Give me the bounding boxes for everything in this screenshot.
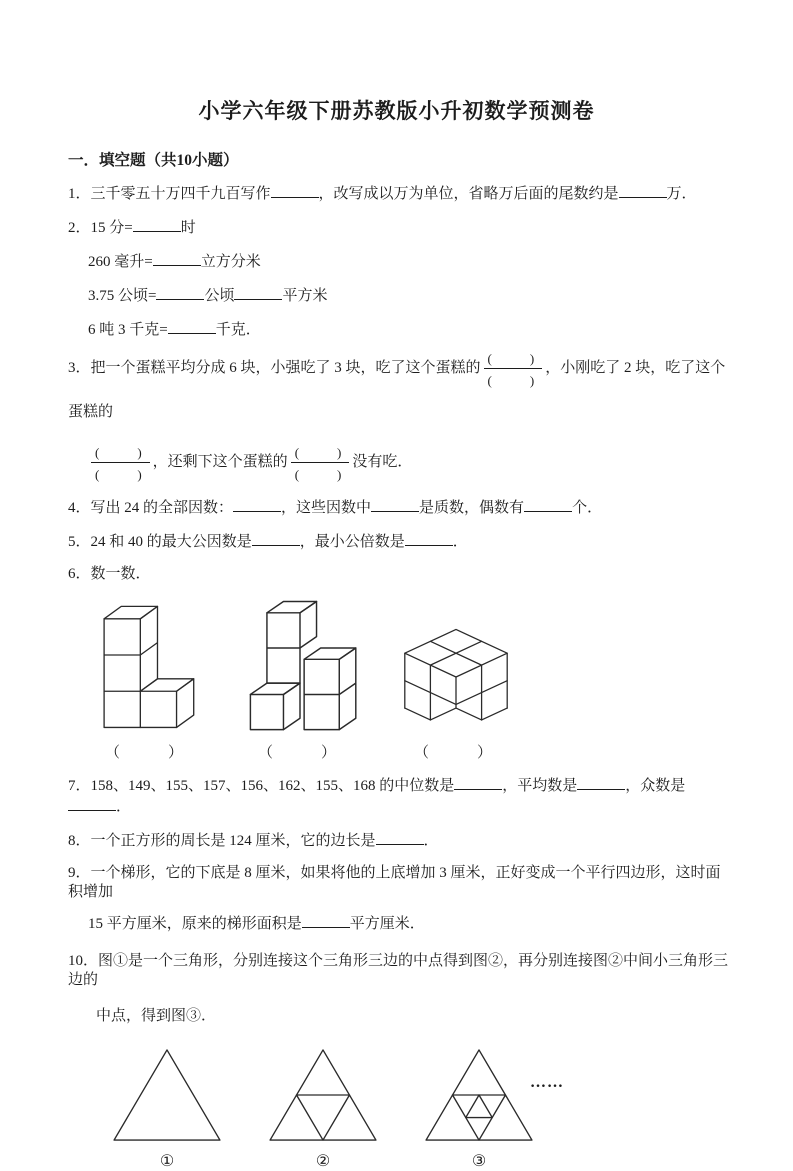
question-10-line-2 <box>96 1007 733 1026</box>
blank <box>133 217 181 232</box>
question-6-text: 数一数． <box>90 566 151 582</box>
question-3-text-a: 把一个蛋糕平均分成 6 块，小强吃了 3 块，吃了这个蛋糕的 <box>90 360 481 376</box>
question-7-text-a: 158、149、155、157、156、162、155、168 的中位数是 <box>90 778 455 794</box>
question-1-text-c: 万． <box>666 186 697 202</box>
cube-figure-3 <box>392 617 520 762</box>
question-3-text-c: ，还剩下这个蛋糕的 <box>152 454 288 470</box>
question-4-text-d: 个． <box>572 500 603 516</box>
blank <box>156 285 204 300</box>
triangle-figure-3 <box>420 1046 564 1171</box>
question-2-unit: 立方分米 <box>200 254 261 270</box>
question-4-text-a: 写出 24 的全部因数： <box>90 500 234 516</box>
question-1-text-a: 三千零五十万四千九百写作 <box>90 186 271 202</box>
question-2-unit: 千克． <box>215 322 261 338</box>
question-8-text-b: ． <box>423 833 439 849</box>
cube-figure-1-drawing <box>86 594 208 737</box>
cube-figure-2-answer-parens: （ ） <box>257 745 342 761</box>
blank <box>153 251 201 266</box>
blank <box>233 497 281 512</box>
fraction-blank <box>91 442 150 483</box>
fraction-blank <box>291 442 350 483</box>
question-7-text-d: ． <box>116 799 132 815</box>
fraction-denominator: ( ) <box>487 373 539 389</box>
cube-figure-1-answer-parens: （ ） <box>104 745 189 761</box>
question-4 <box>68 497 733 518</box>
question-3-text-d: 没有吃． <box>352 454 413 470</box>
question-2-text: 6 吨 3 千克= <box>88 322 168 338</box>
question-8-text-a: 一个正方形的周长是 124 厘米，它的边长是 <box>90 833 376 849</box>
question-10-line-1 <box>68 952 733 990</box>
question-9-text-a: 一个梯形，它的下底是 8 厘米，如果将他的上底增加 3 厘米，正好变成一个平行四边形，这时面积增加 <box>68 865 721 900</box>
triangle-figure-3-drawing <box>420 1046 538 1144</box>
triangle-figure-2-label: ② <box>315 1153 331 1170</box>
question-4-text-b: ，这些因数中 <box>281 500 372 516</box>
continuation-dots: …… <box>530 1074 564 1091</box>
question-2-text: 260 毫升= <box>88 254 153 270</box>
triangle-figure-1 <box>108 1046 226 1171</box>
blank <box>405 531 453 546</box>
question-7-text-c: ，众数是 <box>625 778 686 794</box>
question-2-line-1 <box>68 217 733 238</box>
question-6-number: 6． <box>68 566 91 582</box>
fraction-denominator: ( ) <box>294 467 346 483</box>
triangle-figure-3-label: ③ <box>471 1153 487 1170</box>
cube-figure-3-drawing <box>392 617 520 737</box>
question-3-number: 3． <box>68 360 91 376</box>
question-8 <box>68 830 733 851</box>
question-3-text-b: ，小刚吃了 2 块，吃了这个蛋糕的 <box>68 360 726 420</box>
question-9-number: 9． <box>68 865 91 881</box>
blank <box>302 913 350 928</box>
question-9-line-1 <box>68 864 733 902</box>
question-2-number: 2． <box>68 220 91 236</box>
question-10-text-b: 中点，得到图③． <box>96 1008 217 1024</box>
question-2-unit: 平方米 <box>282 288 328 304</box>
question-1-number: 1． <box>68 186 91 202</box>
cube-figures-row <box>86 592 793 762</box>
question-5-text-a: 24 和 40 的最大公因数是 <box>90 534 252 550</box>
question-5-text-c: ． <box>452 534 468 550</box>
question-8-number: 8． <box>68 833 91 849</box>
question-2-line-2 <box>88 251 733 272</box>
question-7-text-b: ，平均数是 <box>502 778 578 794</box>
question-2-unit: 公顷 <box>204 288 235 304</box>
blank <box>376 830 424 845</box>
question-2-unit: 时 <box>180 220 196 236</box>
cube-figure-2 <box>238 592 362 762</box>
question-2-line-4 <box>88 319 733 340</box>
question-5-number: 5． <box>68 534 91 550</box>
fraction-blank <box>484 348 543 389</box>
question-4-number: 4． <box>68 500 91 516</box>
triangle-figures-row <box>108 1046 793 1171</box>
question-5-text-b: ，最小公倍数是 <box>299 534 405 550</box>
triangle-figure-2 <box>264 1046 382 1171</box>
question-4-text-c: 是质数，偶数有 <box>419 500 525 516</box>
blank <box>619 183 667 198</box>
fraction-denominator: ( ) <box>95 467 146 483</box>
cube-figure-3-answer-parens: （ ） <box>413 745 498 761</box>
question-7-number: 7． <box>68 778 91 794</box>
question-3-line-2 <box>88 440 733 484</box>
fraction-numerator: ( ) <box>91 442 150 463</box>
question-1 <box>68 183 733 204</box>
fraction-numerator: ( ) <box>291 442 350 463</box>
blank <box>454 775 502 790</box>
question-2-text: 3.75 公顷= <box>88 288 157 304</box>
question-1-text-b: ，改写成以万为单位，省略万后面的尾数约是 <box>318 186 619 202</box>
cube-figure-1 <box>86 594 208 762</box>
question-6 <box>68 565 733 584</box>
blank <box>371 497 419 512</box>
question-7 <box>68 775 733 817</box>
cube-figure-2-drawing <box>238 592 362 737</box>
blank <box>68 796 116 811</box>
blank <box>234 285 282 300</box>
blank <box>577 775 625 790</box>
triangle-figure-1-drawing <box>108 1046 226 1144</box>
question-5 <box>68 531 733 552</box>
question-9-line-2 <box>88 913 733 934</box>
question-2-text: 15 分= <box>90 220 133 236</box>
blank <box>252 531 300 546</box>
fraction-numerator: ( ) <box>484 348 543 369</box>
blank <box>524 497 572 512</box>
question-9-text-b: 15 平方厘米，原来的梯形面积是 <box>88 916 302 932</box>
blank <box>271 183 319 198</box>
section-heading: 一．填空题（共10小题） <box>68 152 239 169</box>
triangle-figure-2-drawing <box>264 1046 382 1144</box>
blank <box>168 319 216 334</box>
question-3-line-1 <box>68 346 733 434</box>
question-10-text-a: 图①是一个三角形，分别连接这个三角形三边的中点得到图②，再分别连接图②中间小三角形三边的 <box>68 953 729 988</box>
triangle-figure-1-label: ① <box>159 1153 175 1170</box>
question-9-text-c: 平方厘米． <box>349 916 425 932</box>
question-2-line-3 <box>88 285 733 306</box>
question-10-number: 10． <box>68 953 99 969</box>
page-title: 小学六年级下册苏教版小升初数学预测卷 <box>198 99 595 123</box>
